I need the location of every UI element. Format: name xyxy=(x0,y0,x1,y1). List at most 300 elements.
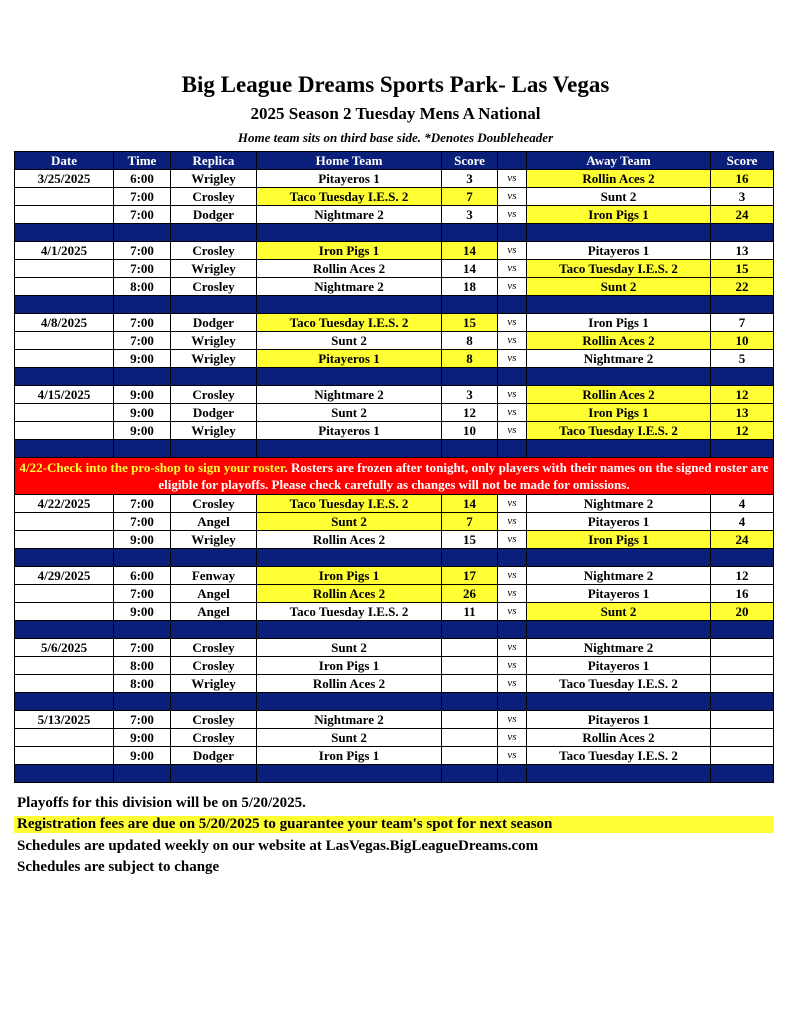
vs-cell: vs xyxy=(498,350,527,368)
vs-cell: vs xyxy=(498,747,527,765)
away-score-cell: 15 xyxy=(711,260,774,278)
separator-cell xyxy=(442,621,498,639)
away-team-cell: Taco Tuesday I.E.S. 2 xyxy=(527,747,711,765)
away-score-cell: 5 xyxy=(711,350,774,368)
replica-cell: Wrigley xyxy=(171,332,257,350)
away-score-cell xyxy=(711,675,774,693)
replica-cell: Dodger xyxy=(171,747,257,765)
date-cell xyxy=(15,260,114,278)
home-score-cell: 11 xyxy=(442,603,498,621)
roster-notice xyxy=(15,458,774,495)
replica-cell: Dodger xyxy=(171,314,257,332)
game-row xyxy=(15,314,774,332)
separator-cell xyxy=(15,368,114,386)
away-score-cell: 4 xyxy=(711,495,774,513)
table-header-row xyxy=(15,152,774,170)
separator-cell xyxy=(498,296,527,314)
time-cell: 9:00 xyxy=(114,531,171,549)
away-team-cell: Pitayeros 1 xyxy=(527,657,711,675)
vs-cell: vs xyxy=(498,242,527,260)
date-cell: 4/22/2025 xyxy=(15,495,114,513)
separator-cell xyxy=(442,224,498,242)
replica-cell: Crosley xyxy=(171,278,257,296)
home-team-cell: Sunt 2 xyxy=(257,513,442,531)
time-cell: 9:00 xyxy=(114,404,171,422)
home-team-cell: Taco Tuesday I.E.S. 2 xyxy=(257,188,442,206)
separator-cell xyxy=(527,368,711,386)
home-team-cell: Nightmare 2 xyxy=(257,206,442,224)
time-cell: 6:00 xyxy=(114,170,171,188)
home-team-cell: Sunt 2 xyxy=(257,729,442,747)
separator-cell xyxy=(711,693,774,711)
away-team-cell: Nightmare 2 xyxy=(527,567,711,585)
home-score-cell: 14 xyxy=(442,260,498,278)
time-cell: 7:00 xyxy=(114,495,171,513)
separator-cell xyxy=(15,765,114,783)
separator-cell xyxy=(114,224,171,242)
time-cell: 8:00 xyxy=(114,278,171,296)
home-team-cell: Pitayeros 1 xyxy=(257,170,442,188)
game-row xyxy=(15,567,774,585)
home-score-cell: 7 xyxy=(442,513,498,531)
page-note: Home team sits on third base side. *Denotes Doubleheader xyxy=(237,130,554,145)
home-team-cell: Pitayeros 1 xyxy=(257,422,442,440)
notice-date: 4/22- xyxy=(19,460,47,475)
time-cell: 7:00 xyxy=(114,242,171,260)
separator-cell xyxy=(15,296,114,314)
separator-row xyxy=(15,621,774,639)
header-vs xyxy=(498,152,527,170)
time-cell: 8:00 xyxy=(114,657,171,675)
vs-cell: vs xyxy=(498,657,527,675)
home-score-cell xyxy=(442,711,498,729)
registration-note: Registration fees are due on 5/20/2025 to guarantee your team's spot for next season xyxy=(14,816,773,833)
separator-cell xyxy=(711,224,774,242)
replica-cell: Crosley xyxy=(171,188,257,206)
vs-cell: vs xyxy=(498,386,527,404)
replica-cell: Wrigley xyxy=(171,422,257,440)
separator-cell xyxy=(711,549,774,567)
away-team-cell: Taco Tuesday I.E.S. 2 xyxy=(527,260,711,278)
home-team-cell: Iron Pigs 1 xyxy=(257,747,442,765)
separator-cell xyxy=(442,765,498,783)
away-team-cell: Pitayeros 1 xyxy=(527,585,711,603)
separator-cell xyxy=(711,296,774,314)
away-score-cell: 24 xyxy=(711,531,774,549)
separator-row xyxy=(15,693,774,711)
away-score-cell: 13 xyxy=(711,404,774,422)
separator-cell xyxy=(171,621,257,639)
date-cell: 3/25/2025 xyxy=(15,170,114,188)
away-score-cell xyxy=(711,711,774,729)
time-cell: 7:00 xyxy=(114,585,171,603)
separator-cell xyxy=(171,693,257,711)
time-cell: 6:00 xyxy=(114,567,171,585)
date-cell xyxy=(15,585,114,603)
time-cell: 7:00 xyxy=(114,188,171,206)
away-score-cell: 7 xyxy=(711,314,774,332)
vs-cell: vs xyxy=(498,278,527,296)
date-cell xyxy=(15,657,114,675)
time-cell: 9:00 xyxy=(114,747,171,765)
date-cell xyxy=(15,422,114,440)
separator-cell xyxy=(442,693,498,711)
separator-row xyxy=(15,549,774,567)
away-team-cell: Taco Tuesday I.E.S. 2 xyxy=(527,422,711,440)
separator-cell xyxy=(527,440,711,458)
game-row xyxy=(15,206,774,224)
game-row xyxy=(15,495,774,513)
replica-cell: Crosley xyxy=(171,495,257,513)
vs-cell: vs xyxy=(498,567,527,585)
separator-row xyxy=(15,368,774,386)
playoffs-note: Playoffs for this division will be on 5/20/2025. xyxy=(17,795,306,811)
vs-cell: vs xyxy=(498,603,527,621)
separator-cell xyxy=(15,693,114,711)
separator-cell xyxy=(114,368,171,386)
date-cell xyxy=(15,747,114,765)
game-row xyxy=(15,711,774,729)
home-score-cell: 18 xyxy=(442,278,498,296)
separator-cell xyxy=(15,549,114,567)
away-score-cell xyxy=(711,747,774,765)
away-score-cell: 13 xyxy=(711,242,774,260)
home-team-cell: Rollin Aces 2 xyxy=(257,260,442,278)
separator-cell xyxy=(442,549,498,567)
separator-cell xyxy=(171,549,257,567)
separator-cell xyxy=(498,621,527,639)
away-team-cell: Iron Pigs 1 xyxy=(527,531,711,549)
away-team-cell: Sunt 2 xyxy=(527,278,711,296)
away-score-cell: 16 xyxy=(711,170,774,188)
separator-cell xyxy=(527,693,711,711)
separator-cell xyxy=(498,224,527,242)
time-cell: 7:00 xyxy=(114,639,171,657)
home-score-cell xyxy=(442,747,498,765)
away-team-cell: Iron Pigs 1 xyxy=(527,404,711,422)
date-cell xyxy=(15,531,114,549)
away-team-cell: Pitayeros 1 xyxy=(527,242,711,260)
time-cell: 7:00 xyxy=(114,260,171,278)
home-score-cell: 26 xyxy=(442,585,498,603)
vs-cell: vs xyxy=(498,206,527,224)
date-cell xyxy=(15,206,114,224)
page-subtitle: 2025 Season 2 Tuesday Mens A National xyxy=(250,104,541,123)
vs-cell: vs xyxy=(498,170,527,188)
separator-cell xyxy=(527,621,711,639)
replica-cell: Wrigley xyxy=(171,675,257,693)
separator-row xyxy=(15,224,774,242)
away-score-cell: 24 xyxy=(711,206,774,224)
vs-cell: vs xyxy=(498,639,527,657)
game-row xyxy=(15,675,774,693)
away-team-cell: Iron Pigs 1 xyxy=(527,206,711,224)
separator-cell xyxy=(257,693,442,711)
home-score-cell: 14 xyxy=(442,495,498,513)
home-score-cell xyxy=(442,657,498,675)
date-cell: 4/15/2025 xyxy=(15,386,114,404)
home-team-cell: Nightmare 2 xyxy=(257,386,442,404)
home-score-cell: 17 xyxy=(442,567,498,585)
time-cell: 7:00 xyxy=(114,711,171,729)
game-row xyxy=(15,350,774,368)
separator-cell xyxy=(171,296,257,314)
header-date: Date xyxy=(15,152,114,170)
vs-cell: vs xyxy=(498,675,527,693)
separator-cell xyxy=(498,549,527,567)
home-score-cell: 8 xyxy=(442,350,498,368)
away-team-cell: Rollin Aces 2 xyxy=(527,386,711,404)
date-cell: 4/8/2025 xyxy=(15,314,114,332)
header-home-team: Home Team xyxy=(257,152,442,170)
home-score-cell: 12 xyxy=(442,404,498,422)
home-team-cell: Sunt 2 xyxy=(257,404,442,422)
away-score-cell: 3 xyxy=(711,188,774,206)
separator-cell xyxy=(527,549,711,567)
home-score-cell: 7 xyxy=(442,188,498,206)
separator-cell xyxy=(498,440,527,458)
separator-cell xyxy=(711,621,774,639)
date-cell xyxy=(15,278,114,296)
home-team-cell: Iron Pigs 1 xyxy=(257,657,442,675)
date-cell xyxy=(15,675,114,693)
separator-cell xyxy=(257,296,442,314)
home-team-cell: Taco Tuesday I.E.S. 2 xyxy=(257,495,442,513)
away-team-cell: Iron Pigs 1 xyxy=(527,314,711,332)
game-row xyxy=(15,332,774,350)
away-score-cell: 12 xyxy=(711,386,774,404)
separator-cell xyxy=(15,440,114,458)
replica-cell: Wrigley xyxy=(171,170,257,188)
time-cell: 7:00 xyxy=(114,206,171,224)
separator-cell xyxy=(527,765,711,783)
vs-cell: vs xyxy=(498,729,527,747)
away-score-cell xyxy=(711,657,774,675)
game-row xyxy=(15,170,774,188)
time-cell: 9:00 xyxy=(114,422,171,440)
separator-cell xyxy=(527,224,711,242)
separator-cell xyxy=(257,549,442,567)
game-row xyxy=(15,188,774,206)
separator-cell xyxy=(114,621,171,639)
home-score-cell: 14 xyxy=(442,242,498,260)
replica-cell: Dodger xyxy=(171,206,257,224)
away-team-cell: Rollin Aces 2 xyxy=(527,170,711,188)
replica-cell: Crosley xyxy=(171,242,257,260)
date-cell: 5/13/2025 xyxy=(15,711,114,729)
home-score-cell: 15 xyxy=(442,314,498,332)
away-score-cell: 12 xyxy=(711,567,774,585)
game-row xyxy=(15,422,774,440)
separator-row xyxy=(15,296,774,314)
schedule-table xyxy=(14,151,774,783)
home-score-cell: 3 xyxy=(442,170,498,188)
vs-cell: vs xyxy=(498,332,527,350)
away-team-cell: Pitayeros 1 xyxy=(527,711,711,729)
separator-cell xyxy=(498,368,527,386)
away-score-cell: 16 xyxy=(711,585,774,603)
vs-cell: vs xyxy=(498,422,527,440)
separator-cell xyxy=(257,440,442,458)
game-row xyxy=(15,513,774,531)
notice-text: . Rosters are frozen after tonight, only players with their names on the signed roster are eligible for playoffs. Please check carefully as changes will not be made for omissions. xyxy=(158,460,769,492)
separator-cell xyxy=(711,765,774,783)
separator-cell xyxy=(114,693,171,711)
date-cell xyxy=(15,513,114,531)
date-cell xyxy=(15,332,114,350)
replica-cell: Angel xyxy=(171,603,257,621)
separator-cell xyxy=(442,368,498,386)
roster-notice-row xyxy=(15,458,774,495)
away-team-cell: Nightmare 2 xyxy=(527,639,711,657)
separator-cell xyxy=(498,693,527,711)
away-score-cell: 4 xyxy=(711,513,774,531)
separator-cell xyxy=(171,224,257,242)
header-away-team: Away Team xyxy=(527,152,711,170)
header-time: Time xyxy=(114,152,171,170)
separator-cell xyxy=(442,296,498,314)
replica-cell: Crosley xyxy=(171,711,257,729)
header-replica: Replica xyxy=(171,152,257,170)
game-row xyxy=(15,242,774,260)
date-cell: 4/1/2025 xyxy=(15,242,114,260)
home-team-cell: Taco Tuesday I.E.S. 2 xyxy=(257,314,442,332)
vs-cell: vs xyxy=(498,711,527,729)
page-title: Big League Dreams Sports Park- Las Vegas xyxy=(181,72,610,97)
away-score-cell: 20 xyxy=(711,603,774,621)
away-team-cell: Nightmare 2 xyxy=(527,495,711,513)
away-score-cell: 12 xyxy=(711,422,774,440)
away-team-cell: Taco Tuesday I.E.S. 2 xyxy=(527,675,711,693)
time-cell: 7:00 xyxy=(114,513,171,531)
separator-cell xyxy=(15,621,114,639)
time-cell: 9:00 xyxy=(114,386,171,404)
separator-cell xyxy=(257,765,442,783)
home-team-cell: Sunt 2 xyxy=(257,639,442,657)
away-score-cell xyxy=(711,639,774,657)
separator-cell xyxy=(498,765,527,783)
vs-cell: vs xyxy=(498,314,527,332)
separator-cell xyxy=(114,549,171,567)
vs-cell: vs xyxy=(498,260,527,278)
separator-row xyxy=(15,765,774,783)
time-cell: 9:00 xyxy=(114,350,171,368)
home-score-cell: 8 xyxy=(442,332,498,350)
away-team-cell: Rollin Aces 2 xyxy=(527,332,711,350)
separator-cell xyxy=(114,765,171,783)
separator-cell xyxy=(171,440,257,458)
away-team-cell: Pitayeros 1 xyxy=(527,513,711,531)
replica-cell: Crosley xyxy=(171,386,257,404)
away-team-cell: Sunt 2 xyxy=(527,188,711,206)
replica-cell: Wrigley xyxy=(171,531,257,549)
website-note: Schedules are updated weekly on our website at LasVegas.BigLeagueDreams.com xyxy=(17,838,539,854)
time-cell: 9:00 xyxy=(114,603,171,621)
replica-cell: Wrigley xyxy=(171,350,257,368)
home-team-cell: Nightmare 2 xyxy=(257,278,442,296)
separator-cell xyxy=(442,440,498,458)
separator-cell xyxy=(114,440,171,458)
notice-instruction: Check into the pro-shop to sign your roster xyxy=(46,460,285,475)
game-row xyxy=(15,386,774,404)
separator-cell xyxy=(114,296,171,314)
home-team-cell: Iron Pigs 1 xyxy=(257,567,442,585)
home-score-cell: 10 xyxy=(442,422,498,440)
replica-cell: Crosley xyxy=(171,657,257,675)
home-team-cell: Iron Pigs 1 xyxy=(257,242,442,260)
separator-cell xyxy=(711,440,774,458)
header-away-score: Score xyxy=(711,152,774,170)
header-home-score: Score xyxy=(442,152,498,170)
vs-cell: vs xyxy=(498,404,527,422)
schedule-body xyxy=(15,170,774,783)
replica-cell: Angel xyxy=(171,513,257,531)
home-team-cell: Taco Tuesday I.E.S. 2 xyxy=(257,603,442,621)
home-team-cell: Rollin Aces 2 xyxy=(257,675,442,693)
home-team-cell: Rollin Aces 2 xyxy=(257,531,442,549)
home-score-cell: 3 xyxy=(442,206,498,224)
home-score-cell xyxy=(442,639,498,657)
game-row xyxy=(15,278,774,296)
game-row xyxy=(15,657,774,675)
time-cell: 7:00 xyxy=(114,314,171,332)
separator-cell xyxy=(15,224,114,242)
date-cell: 5/6/2025 xyxy=(15,639,114,657)
separator-cell xyxy=(257,368,442,386)
date-cell: 4/29/2025 xyxy=(15,567,114,585)
date-cell xyxy=(15,350,114,368)
separator-cell xyxy=(171,368,257,386)
date-cell xyxy=(15,603,114,621)
replica-cell: Crosley xyxy=(171,729,257,747)
game-row xyxy=(15,531,774,549)
vs-cell: vs xyxy=(498,585,527,603)
home-team-cell: Sunt 2 xyxy=(257,332,442,350)
home-score-cell: 3 xyxy=(442,386,498,404)
game-row xyxy=(15,585,774,603)
game-row xyxy=(15,729,774,747)
separator-cell xyxy=(257,621,442,639)
date-cell xyxy=(15,404,114,422)
home-score-cell: 15 xyxy=(442,531,498,549)
away-team-cell: Sunt 2 xyxy=(527,603,711,621)
home-team-cell: Pitayeros 1 xyxy=(257,350,442,368)
date-cell xyxy=(15,188,114,206)
separator-cell xyxy=(711,368,774,386)
home-score-cell xyxy=(442,729,498,747)
time-cell: 7:00 xyxy=(114,332,171,350)
separator-cell xyxy=(527,296,711,314)
game-row xyxy=(15,603,774,621)
replica-cell: Fenway xyxy=(171,567,257,585)
away-score-cell xyxy=(711,729,774,747)
away-team-cell: Rollin Aces 2 xyxy=(527,729,711,747)
separator-row xyxy=(15,440,774,458)
replica-cell: Angel xyxy=(171,585,257,603)
time-cell: 9:00 xyxy=(114,729,171,747)
separator-cell xyxy=(171,765,257,783)
away-score-cell: 22 xyxy=(711,278,774,296)
away-score-cell: 10 xyxy=(711,332,774,350)
replica-cell: Wrigley xyxy=(171,260,257,278)
home-team-cell: Nightmare 2 xyxy=(257,711,442,729)
vs-cell: vs xyxy=(498,531,527,549)
separator-cell xyxy=(257,224,442,242)
home-team-cell: Rollin Aces 2 xyxy=(257,585,442,603)
replica-cell: Dodger xyxy=(171,404,257,422)
game-row xyxy=(15,404,774,422)
change-note: Schedules are subject to change xyxy=(17,859,220,875)
